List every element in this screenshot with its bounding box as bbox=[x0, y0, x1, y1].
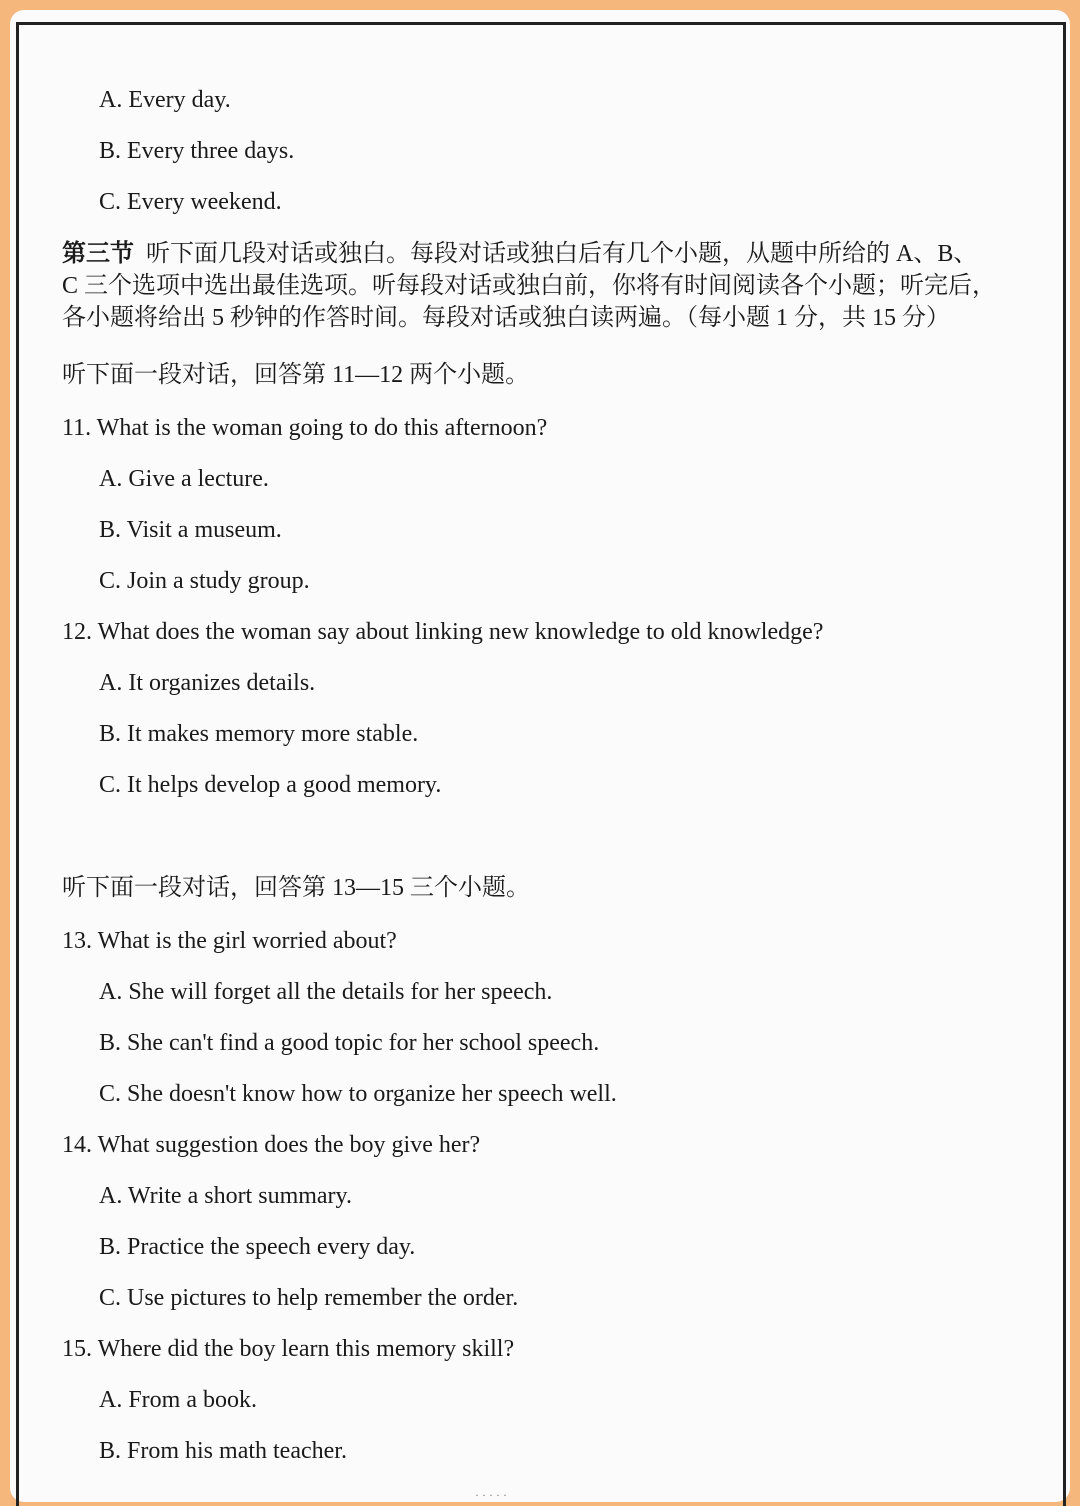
section-instructions bbox=[62, 238, 1022, 334]
q12-option-c: C. It helps develop a good memory. bbox=[99, 772, 442, 798]
q14-option-a: A. Write a short summary. bbox=[99, 1183, 352, 1209]
q12-option-b: B. It makes memory more stable. bbox=[99, 721, 419, 747]
instruction-line-2: C 三个选项中选出最佳选项。听每段对话或独白前，你将有时间阅读各个小题；听完后， bbox=[62, 273, 997, 299]
option-c: C. Every weekend. bbox=[99, 189, 282, 215]
q11-option-c: C. Join a study group. bbox=[99, 568, 310, 594]
q11-option-b: B. Visit a museum. bbox=[99, 517, 282, 543]
option-a: A. Every day. bbox=[99, 87, 231, 113]
question-15: 15. Where did the boy learn this memory skill? bbox=[62, 1336, 515, 1362]
question-14: 14. What suggestion does the boy give her? bbox=[62, 1132, 481, 1158]
q13-option-c: C. She doesn't know how to organize her speech well. bbox=[99, 1081, 617, 1107]
q13-option-b: B. She can't find a good topic for her school speech. bbox=[99, 1030, 600, 1056]
option-b: B. Every three days. bbox=[99, 138, 295, 164]
page-footer: · · · · · bbox=[475, 1488, 507, 1502]
q13-option-a: A. She will forget all the details for her speech. bbox=[99, 979, 553, 1005]
question-12: 12. What does the woman say about linking new knowledge to old knowledge? bbox=[62, 619, 824, 645]
question-13: 13. What is the girl worried about? bbox=[62, 928, 397, 954]
q14-option-b: B. Practice the speech every day. bbox=[99, 1234, 416, 1260]
q14-option-c: C. Use pictures to help remember the order. bbox=[99, 1285, 519, 1311]
q11-option-a: A. Give a lecture. bbox=[99, 466, 269, 492]
instruction-line-1 bbox=[62, 238, 1022, 270]
dialogue-intro-11-12: 听下面一段对话，回答第 11—12 两个小题。 bbox=[62, 362, 530, 388]
instruction-text-1: 听下面几段对话或独白。每段对话或独白后有几个小题，从题中所给的 A、B、 bbox=[146, 241, 978, 267]
dialogue-intro-13-15: 听下面一段对话，回答第 13—15 三个小题。 bbox=[62, 875, 530, 901]
q12-option-a: A. It organizes details. bbox=[99, 670, 316, 696]
question-11: 11. What is the woman going to do this afternoon? bbox=[62, 415, 548, 441]
section-label: 第三节 bbox=[62, 241, 134, 267]
q15-option-a: A. From a book. bbox=[99, 1387, 257, 1413]
instruction-line-3: 各小题将给出 5 秒钟的作答时间。每段对话或独白读两遍。（每小题 1 分，共 15 分） bbox=[62, 305, 950, 331]
q15-option-b: B. From his math teacher. bbox=[99, 1438, 347, 1464]
